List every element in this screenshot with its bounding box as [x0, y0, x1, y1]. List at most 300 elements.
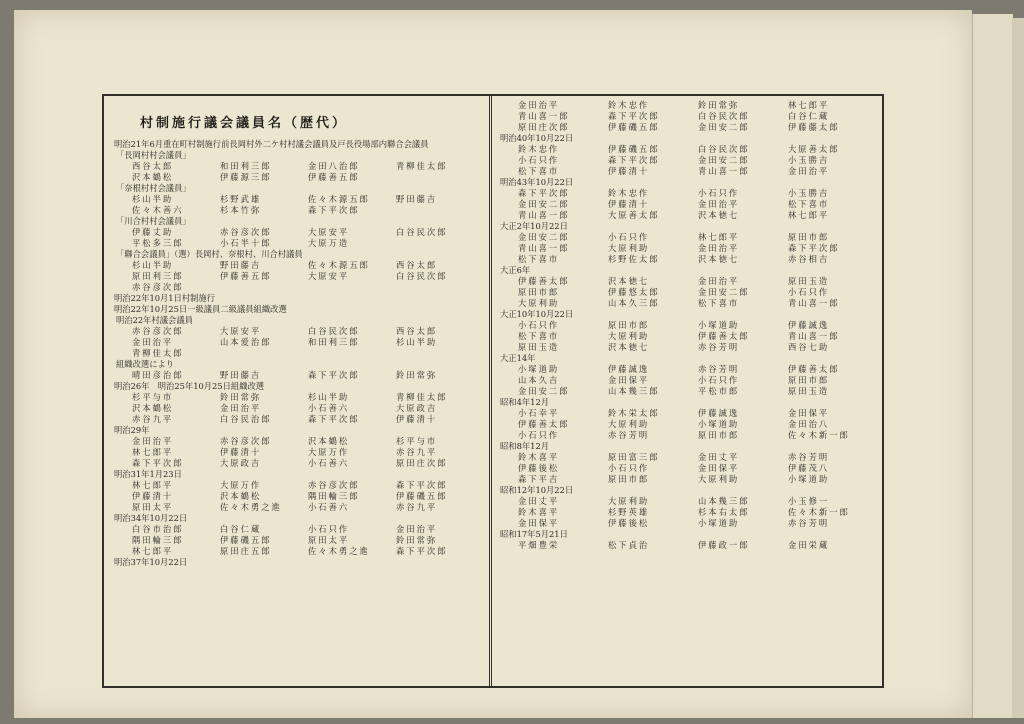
date-note: 大正14年: [500, 353, 536, 363]
member-name: 伊藤誠逸: [788, 320, 830, 330]
member-row: [498, 518, 878, 529]
member-name: 松下喜市: [518, 254, 560, 264]
member-name: 林七郎平: [132, 546, 174, 556]
member-name: 白谷仁蔵: [788, 111, 830, 121]
member-name: 平松市郎: [698, 386, 740, 396]
member-name: 山本爱治郎: [220, 337, 272, 347]
member-name: 金田保平: [788, 408, 830, 418]
member-name: 沢本鶴松: [132, 172, 174, 182]
member-name: 森下平次郎: [396, 480, 448, 490]
member-name: 白谷仁蔵: [220, 524, 262, 534]
member-name: 伊藤茂八: [788, 463, 830, 473]
date-note: 昭和8年12月: [500, 441, 550, 451]
member-name: 小石幸平: [518, 408, 560, 418]
member-name: 金田安二郎: [698, 122, 750, 132]
member-name: 森下平次郎: [308, 205, 360, 215]
member-name: [308, 348, 396, 359]
member-name: 佐々木勇之進: [220, 502, 282, 512]
date-note: 明治22年10月25日一級議員二級議員組織改選: [114, 304, 287, 314]
member-name: 杉山半助: [308, 392, 350, 402]
member-name: 小石善六: [308, 403, 350, 413]
member-name: 金田治平: [396, 524, 438, 534]
member-name: 金田治平: [698, 199, 740, 209]
member-name: 伊藤善太郎: [698, 331, 750, 341]
date-note: 昭和17年5月21日: [500, 529, 568, 539]
member-name: 金田安二郎: [518, 232, 570, 242]
member-name: 沢本鶴松: [308, 436, 350, 446]
member-name: 森下平吉: [518, 474, 560, 484]
member-name: 青山喜一郎: [518, 111, 570, 121]
section-header: 「聯合会議員」（選）長岡村、奈根村、川合村議員: [116, 249, 303, 259]
member-name: 小塚道助: [788, 474, 830, 484]
member-name: 金田治平: [518, 100, 560, 110]
member-name: 松下貞治: [608, 540, 650, 550]
member-name: 赤谷九平: [132, 414, 174, 424]
member-row: [112, 282, 484, 293]
member-row: [498, 155, 878, 166]
member-name: 松下喜市: [788, 199, 830, 209]
member-name: 佐々木源五郎: [308, 260, 370, 270]
member-name: 原田玉造: [788, 386, 830, 396]
date-note: 明治43年10月22日: [500, 177, 574, 187]
member-name: 原田市郎: [608, 320, 650, 330]
document-frame: [102, 94, 884, 688]
member-name: 森下平次郎: [788, 243, 840, 253]
member-name: [396, 172, 484, 183]
member-name: 金田保平: [608, 375, 650, 385]
date-note: 大正2年10月22日: [500, 221, 568, 231]
member-name: 山本久三郎: [608, 298, 660, 308]
member-name: 伊藤丈助: [132, 227, 174, 237]
member-name: 山本久吉: [518, 375, 560, 385]
member-name: 鈴木忠作: [608, 100, 650, 110]
member-name: 小石只作: [698, 375, 740, 385]
member-row: [498, 342, 878, 353]
member-name: 沢本鶴松: [220, 491, 262, 501]
member-name: 大原利助: [608, 243, 650, 253]
member-name: 赤谷彦次郎: [132, 282, 184, 292]
member-row: [498, 276, 878, 287]
member-name: 佐々木新一郎: [788, 507, 850, 517]
member-name: 西谷太郎: [132, 161, 174, 171]
member-name: 大原利助: [608, 331, 650, 341]
member-name: 野田藤吉: [220, 260, 262, 270]
member-row: [498, 122, 878, 133]
member-row: [112, 546, 484, 557]
member-name: 山本幾三郎: [698, 496, 750, 506]
member-name: 伊藤誠逸: [698, 408, 740, 418]
member-name: 大原利助: [608, 496, 650, 506]
date-note: 大正6年: [500, 265, 531, 275]
member-name: 伊藤清十: [132, 491, 174, 501]
member-name: 金田保平: [518, 518, 560, 528]
member-name: 小石只作: [518, 155, 560, 165]
member-name: 大原政吉: [396, 403, 438, 413]
binding-edge: [1012, 18, 1024, 718]
member-name: 白谷民次郎: [698, 111, 750, 121]
member-name: 佐々木新一郎: [788, 430, 850, 440]
member-name: 小石善六: [308, 458, 350, 468]
member-name: 原田市郎: [788, 375, 830, 385]
member-name: 赤谷芳明: [608, 430, 650, 440]
member-name: 青柳佳太郎: [396, 161, 448, 171]
member-name: 森下平次郎: [308, 414, 360, 424]
member-name: [396, 282, 484, 293]
member-name: 小塚道助: [518, 364, 560, 374]
member-name: 杉野佐太郎: [608, 254, 660, 264]
member-name: 伊藤磯五郎: [396, 491, 448, 501]
member-name: 青柳佳太郎: [132, 348, 184, 358]
member-name: 和田利三郎: [308, 337, 360, 347]
member-name: 伊藤磯五郎: [608, 122, 660, 132]
member-name: 大原万作: [308, 447, 350, 457]
member-name: 原田庄次郎: [396, 458, 448, 468]
member-row: [112, 172, 484, 183]
member-name: 杉野英雄: [608, 507, 650, 517]
member-name: 大原善太郎: [788, 144, 840, 154]
member-name: 金田治八: [788, 419, 830, 429]
date-note: 明治34年10月22日: [114, 513, 188, 523]
member-name: 青山喜一郎: [788, 331, 840, 341]
member-row: [112, 348, 484, 359]
member-row: [112, 227, 484, 238]
member-name: 大原安平: [308, 227, 350, 237]
member-row: [112, 403, 484, 414]
member-name: 佐々木勇之進: [308, 546, 370, 556]
right-lines: [498, 100, 878, 551]
member-name: 赤谷九平: [396, 447, 438, 457]
member-name: 小塚道助: [698, 419, 740, 429]
member-row: [112, 524, 484, 535]
member-name: 金田治平: [698, 243, 740, 253]
member-name: 小石半十郎: [220, 238, 272, 248]
member-name: 青柳佳太郎: [396, 392, 448, 402]
member-name: 林七郎平: [788, 210, 830, 220]
section-header: 明治22年村議会議員: [116, 315, 193, 325]
member-name: 大原利助: [518, 298, 560, 308]
member-name: 鈴木栄太郎: [608, 408, 660, 418]
member-row: [112, 535, 484, 546]
date-note: 明治29年: [114, 425, 150, 435]
member-name: 森下平次郎: [518, 188, 570, 198]
date-note: 明治37年10月22日: [114, 557, 188, 567]
section-header: 「川合村村会議員」: [116, 216, 191, 226]
member-name: 金田治平: [220, 403, 262, 413]
member-name: 伊藤後松: [518, 463, 560, 473]
member-name: 赤谷九平: [396, 502, 438, 512]
member-name: 金田治平: [132, 337, 174, 347]
date-note: 大正10年10月22日: [500, 309, 574, 319]
left-column: [112, 96, 484, 568]
member-name: 金田治平: [698, 276, 740, 286]
member-name: [220, 282, 308, 293]
member-name: 林七郎平: [132, 480, 174, 490]
member-name: 伊藤善五郎: [308, 172, 360, 182]
member-row: [112, 447, 484, 458]
member-row: [498, 540, 878, 551]
member-name: 森下平次郎: [396, 546, 448, 556]
member-name: 佐々木源五郎: [308, 194, 370, 204]
member-name: 金田安二郎: [518, 199, 570, 209]
member-name: 伊藤磯五郎: [220, 535, 272, 545]
member-row: [498, 375, 878, 386]
member-name: 小石只作: [608, 463, 650, 473]
member-name: 大原万作: [220, 480, 262, 490]
section-header: 組織改選により: [116, 359, 175, 369]
member-row: [498, 496, 878, 507]
member-row: [112, 502, 484, 513]
member-name: 鈴田常弥: [220, 392, 262, 402]
member-name: 金田八治郎: [308, 161, 360, 171]
member-name: 佐々木善六: [132, 205, 184, 215]
member-name: 金田保平: [698, 463, 740, 473]
member-name: 野田藤吉: [220, 370, 262, 380]
member-name: 小石只作: [788, 287, 830, 297]
member-row: [498, 386, 878, 397]
member-name: 伊藤清十: [220, 447, 262, 457]
member-row: [112, 458, 484, 469]
member-name: 小塚道助: [698, 320, 740, 330]
member-name: 白谷民治郎: [220, 414, 272, 424]
member-name: 金田安二郎: [518, 386, 570, 396]
member-name: 赤谷芳明: [788, 518, 830, 528]
page-title: 村制施行議会議員名（歴代）: [140, 116, 349, 131]
member-name: 晴田彦治郎: [132, 370, 184, 380]
member-row: [498, 408, 878, 419]
member-name: 杉本竹弥: [220, 205, 262, 215]
member-row: [112, 161, 484, 172]
member-name: 伊藤善太郎: [788, 364, 840, 374]
member-name: 鈴田常弥: [396, 535, 438, 545]
member-name: 原田太平: [308, 535, 350, 545]
member-name: 大原万造: [308, 238, 350, 248]
member-name: 白谷市治郎: [132, 524, 184, 534]
member-name: 沢本徳七: [608, 342, 650, 352]
member-name: 青山喜一郎: [518, 243, 570, 253]
member-row: [498, 243, 878, 254]
member-name: 原田市郎: [608, 474, 650, 484]
member-name: 白谷民次郎: [396, 271, 448, 281]
member-name: 大原利助: [608, 419, 650, 429]
date-note: 明治26年 明治25年10月25日組織改選: [114, 381, 265, 391]
member-name: 青山喜一郎: [518, 210, 570, 220]
member-name: 野田藤吉: [396, 194, 438, 204]
date-note: 明治31年1月23日: [114, 469, 182, 479]
member-name: 杉本右太郎: [698, 507, 750, 517]
member-name: 沢本徳七: [698, 210, 740, 220]
member-name: 鈴木喜平: [518, 507, 560, 517]
member-name: 金田安二郎: [698, 155, 750, 165]
member-name: 伊藤善太郎: [518, 276, 570, 286]
member-name: 山本幾三郎: [608, 386, 660, 396]
member-row: [498, 430, 878, 441]
member-name: 森下平次郎: [608, 111, 660, 121]
member-name: 大原政吉: [220, 458, 262, 468]
member-row: [112, 238, 484, 249]
member-name: 大原善太郎: [608, 210, 660, 220]
member-name: 西谷太郎: [396, 326, 438, 336]
member-name: 杉野武雄: [220, 194, 262, 204]
member-name: 杉山半助: [132, 260, 174, 270]
member-name: 杉平与市: [396, 436, 438, 446]
member-name: 平松多三郎: [132, 238, 184, 248]
member-row: [112, 491, 484, 502]
member-name: 松下喜市: [698, 298, 740, 308]
member-name: 小石善六: [308, 502, 350, 512]
member-name: 原田市郎: [698, 430, 740, 440]
member-row: [498, 188, 878, 199]
member-name: 林七郎平: [788, 100, 830, 110]
member-name: 森下平次郎: [308, 370, 360, 380]
member-name: 小石只作: [518, 320, 560, 330]
member-name: 白谷民次郎: [308, 326, 360, 336]
member-row: [112, 194, 484, 205]
member-name: 鈴田常弥: [396, 370, 438, 380]
member-row: [112, 480, 484, 491]
member-row: [498, 331, 878, 342]
member-name: 平畑豊栄: [518, 540, 560, 550]
member-name: 隅田輪三郎: [308, 491, 360, 501]
member-name: 伊藤源三郎: [220, 172, 272, 182]
date-note: 昭和4年12月: [500, 397, 550, 407]
date-note: 明治21年6月重在町村制施行前長岡村外二ケ村村議会議員及戸長役場部内聯合会議員: [114, 139, 429, 149]
member-name: 原田庄次郎: [518, 122, 570, 132]
member-name: 大原安平: [220, 326, 262, 336]
member-row: [112, 271, 484, 282]
column-divider: [489, 96, 492, 686]
member-name: 伊藤誠逸: [608, 364, 650, 374]
date-note: 明治40年10月22日: [500, 133, 574, 143]
member-name: 赤谷芳明: [698, 342, 740, 352]
member-name: 原田富三郎: [608, 452, 660, 462]
member-name: 森下平次郎: [132, 458, 184, 468]
member-row: [498, 254, 878, 265]
member-name: 鈴木忠作: [608, 188, 650, 198]
member-name: 小玉修一: [788, 496, 830, 506]
date-note: 昭和12年10月22日: [500, 485, 574, 495]
member-name: 林七郎平: [132, 447, 174, 457]
member-name: 白谷民次郎: [396, 227, 448, 237]
member-name: 松下喜市: [518, 331, 560, 341]
member-name: 杉山半助: [132, 194, 174, 204]
member-name: 西谷七助: [788, 342, 830, 352]
member-name: 小玉勝吉: [788, 188, 830, 198]
member-name: 金田栄蔵: [788, 540, 830, 550]
member-name: 鈴木忠作: [518, 144, 560, 154]
member-name: 赤谷彦次郎: [220, 436, 272, 446]
member-row: [498, 144, 878, 155]
member-row: [498, 100, 878, 111]
member-name: 和田利三郎: [220, 161, 272, 171]
member-row: [498, 298, 878, 309]
member-name: 金田治平: [788, 166, 830, 176]
member-name: 赤谷芳明: [698, 364, 740, 374]
member-row: [112, 337, 484, 348]
member-name: 原田玉造: [788, 276, 830, 286]
member-name: [396, 238, 484, 249]
member-name: 金田丈平: [698, 452, 740, 462]
member-name: 赤谷彦次郎: [132, 326, 184, 336]
member-name: 原田市郎: [518, 287, 560, 297]
member-name: 赤谷彦次郎: [220, 227, 272, 237]
member-name: 伊藤清十: [396, 414, 438, 424]
member-name: 大原安平: [308, 271, 350, 281]
member-name: 原田庄五郎: [220, 546, 272, 556]
member-name: 松下喜市: [518, 166, 560, 176]
member-row: [498, 474, 878, 485]
member-row: [498, 463, 878, 474]
member-name: 赤谷相吉: [788, 254, 830, 264]
member-name: 伊藤清十: [608, 166, 650, 176]
member-row: [498, 166, 878, 177]
member-row: [498, 232, 878, 243]
member-row: [112, 260, 484, 271]
member-name: 小塚道助: [698, 518, 740, 528]
member-row: [112, 414, 484, 425]
member-name: 小石只作: [308, 524, 350, 534]
member-name: 原田太平: [132, 502, 174, 512]
section-header: 「奈根村村会議員」: [116, 183, 191, 193]
member-name: 伊藤悠太郎: [608, 287, 660, 297]
member-name: 伊藤藤太郎: [788, 122, 840, 132]
member-name: 伊藤磯五郎: [608, 144, 660, 154]
member-name: 杉山半助: [396, 337, 438, 347]
member-name: 青山喜一郎: [698, 166, 750, 176]
member-row: [112, 326, 484, 337]
member-name: 伊藤善五郎: [220, 271, 272, 281]
member-name: 沢本徳七: [698, 254, 740, 264]
member-name: [220, 348, 308, 359]
member-name: [308, 282, 396, 293]
member-name: 小石只作: [518, 430, 560, 440]
right-column: [498, 96, 878, 551]
member-name: 鈴木喜平: [518, 452, 560, 462]
member-row: [498, 507, 878, 518]
member-name: 小石只作: [698, 188, 740, 198]
member-name: 伊藤後松: [608, 518, 650, 528]
member-row: [112, 436, 484, 447]
member-name: [396, 348, 484, 359]
member-name: 西谷太郎: [396, 260, 438, 270]
member-row: [498, 419, 878, 430]
member-row: [112, 205, 484, 216]
member-name: 隅田輪三郎: [132, 535, 184, 545]
member-row: [498, 199, 878, 210]
section-header: 「長岡村村会議員」: [116, 150, 191, 160]
member-name: 伊藤清十: [608, 199, 650, 209]
adjacent-page-edge: [972, 14, 1013, 718]
member-name: [396, 205, 484, 216]
member-name: 青山喜一郎: [788, 298, 840, 308]
member-name: 赤谷彦次郎: [308, 480, 360, 490]
member-name: 沢本鶴松: [132, 403, 174, 413]
member-name: 金田治平: [132, 436, 174, 446]
member-row: [498, 452, 878, 463]
member-name: 赤谷芳明: [788, 452, 830, 462]
member-row: [498, 111, 878, 122]
member-name: 原田市郎: [788, 232, 830, 242]
member-name: 原田利三郎: [132, 271, 184, 281]
member-name: 森下平次郎: [608, 155, 660, 165]
member-name: 金田丈平: [518, 496, 560, 506]
member-name: 沢本徳七: [608, 276, 650, 286]
member-name: 杉平与市: [132, 392, 174, 402]
member-name: 鈴田常弥: [698, 100, 740, 110]
member-name: 林七郎平: [698, 232, 740, 242]
member-row: [498, 320, 878, 331]
member-name: 小玉勝吉: [788, 155, 830, 165]
member-name: 伊藤善太郎: [518, 419, 570, 429]
